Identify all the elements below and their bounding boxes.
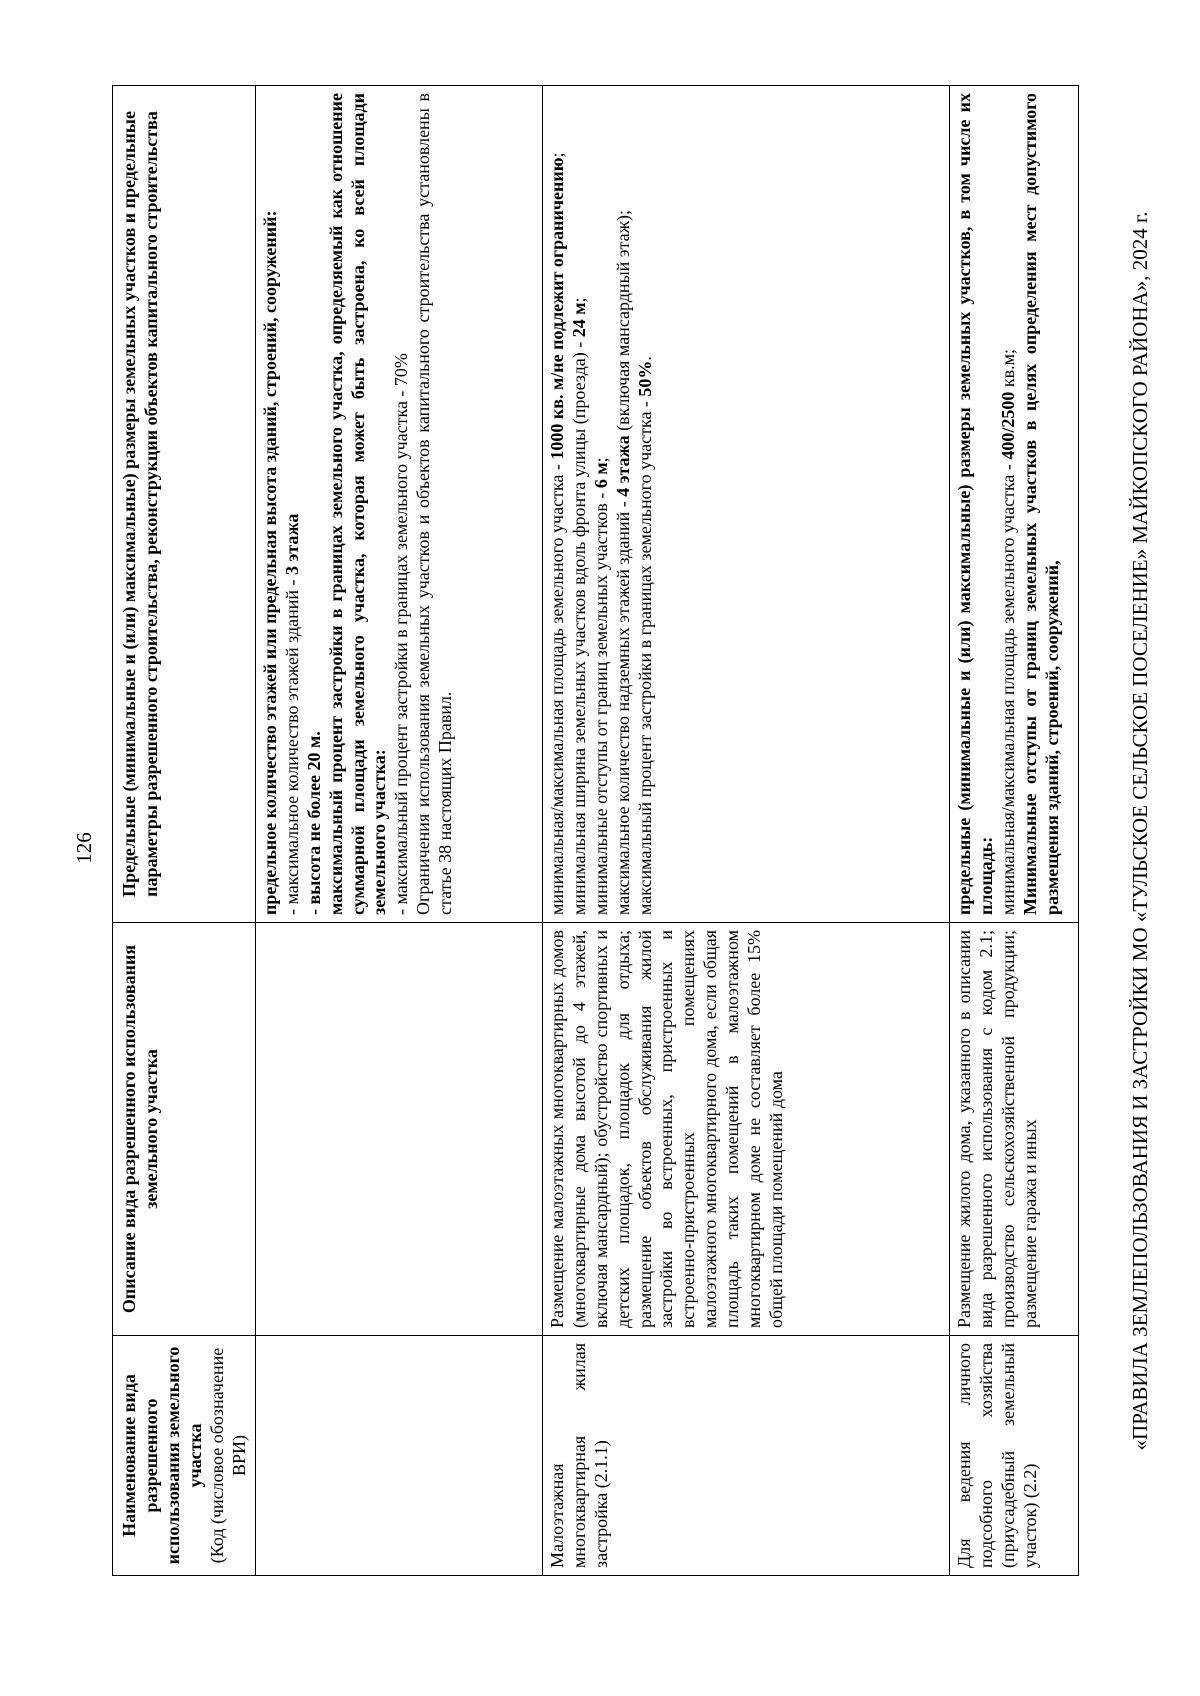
- row1-name-cell: [255, 1336, 542, 1576]
- row2-param-floors-end: (включая мансардный этаж);: [612, 209, 633, 436]
- table-row: [255, 86, 542, 1576]
- row3-desc-cell: Размещение жилого дома, указанного в описании вида разрешенного использования с кодом 2.1; производство сельскохозяйственной продукции; размещение гаража и иных: [949, 923, 1078, 1336]
- regulations-table: [112, 85, 1079, 1576]
- row3-param-size-heading: предельные (минимальные и (или) максимальные) размеры земельных участков, в том числе их площадь:: [953, 93, 996, 915]
- row2-param-coverage-end: .: [634, 356, 655, 361]
- row2-param-floors-value: 4 этажа: [612, 435, 633, 497]
- header-col-name: [113, 1336, 256, 1576]
- document-footer: «ПРАВИЛА ЗЕМЛЕПОЛЬЗОВАНИЯ И ЗАСТРОЙКИ МО «ТУЛЬСКОЕ СЕЛЬСКОЕ ПОСЕЛЕНИЕ» МАЙКОПСКОГО РАЙОНА», 2024 г.: [1128, 211, 1152, 1451]
- row1-param-coverage-value: - максимальный процент застройки в границах земельного участка - 70%: [391, 353, 412, 915]
- header-col-parameters: Предельные (минимальные и (или) максимальные) размеры земельных участков и предельные параметры разрешенного строительства, реконструкции объектов капитального строительства: [113, 86, 256, 923]
- row2-param-setback: [591, 93, 613, 915]
- row1-param-max-floors: [282, 93, 304, 915]
- row2-param-area-label: минимальная/максимальная площадь земельного участка -: [546, 459, 567, 915]
- header-col-name-code: (Код (числовое обозначение ВРИ): [206, 1347, 249, 1564]
- table-header-row: [113, 86, 256, 1576]
- row1-param-height: - высота не более 20 м.: [303, 731, 324, 915]
- header-col-name-title: Наименование вида разрешенного использования земельного участка: [119, 1346, 205, 1565]
- row2-param-setback-end: ;: [590, 457, 611, 463]
- row1-param-max-floors-label: - максимальное количество этажей зданий -: [281, 575, 302, 915]
- row3-params-cell: [949, 86, 1078, 923]
- row3-param-area-label: минимальная/максимальная площадь земельного участка -: [997, 459, 1018, 915]
- row1-param-floors-heading: предельное количество этажей или предельная высота зданий, строений, сооружений:: [259, 210, 280, 915]
- row2-param-area-value: 1000 кв. м/не подлежит ограничению: [546, 157, 567, 460]
- row1-params-cell: [255, 86, 542, 923]
- row2-param-floors-label: максимальное количество надземных этажей зданий -: [612, 496, 633, 915]
- row2-param-width: [569, 93, 591, 915]
- row2-param-width-value: 24 м: [568, 302, 589, 338]
- row1-param-coverage-heading: максимальный процент застройки в границах земельного участка, определяемый как отношение суммарной площади земельного участка, которая может быть застроена, ко всей площади земельного участка:: [325, 93, 390, 915]
- row3-name-cell: Для ведения личного подсобного хозяйства (приусадебный земельный участок) (2.2): [949, 1336, 1078, 1576]
- row2-desc-cell: Размещение малоэтажных многоквартирных домов (многоквартирные дома высотой до 4 этажей, включая мансардный); обустройство спортивных и детских площадок, площадок для отдыха; размещение объектов обслуживания жилой застройки во встроенных, пристроенных и встроенно-пристроенных помещениях малоэтажного многоквартирного дома, если общая площадь таких помещений в малоэтажном многоквартирном доме не составляет более 15% общей площади помещений дома: [542, 923, 949, 1336]
- row1-param-max-floors-value: 3 этажа: [281, 513, 302, 575]
- header-col-description: Описание вида разрешенного использования земельного участка: [113, 923, 256, 1336]
- row2-param-area: [547, 93, 569, 915]
- table-row: [542, 86, 949, 1576]
- row2-name-cell: Малоэтажная многоквартирная жилая застройка (2.1.1): [542, 1336, 949, 1576]
- row2-param-coverage: [635, 93, 657, 915]
- table-row: [949, 86, 1078, 1576]
- row1-param-restrictions: Ограничения использования земельных участков и объектов капитального строительства установлены в статье 38 настоящих Правил.: [413, 93, 456, 915]
- row2-param-setback-label: минимальные отступы от границ земельных участков -: [590, 488, 611, 915]
- row2-param-area-end: ;: [546, 152, 567, 158]
- row3-param-area: [998, 93, 1020, 915]
- row2-param-floors: [613, 93, 635, 915]
- row2-param-width-label: минимальная ширина земельных участков вдоль фронта улицы (проезда) -: [568, 337, 589, 915]
- row2-param-width-end: ;: [568, 297, 589, 303]
- row3-param-area-end: кв.м;: [997, 348, 1018, 392]
- row2-param-setback-value: 6 м: [590, 462, 611, 489]
- row3-param-setback-heading: Минимальные отступы от границ земельных участков в целях определения мест допустимого размещения зданий, строений, сооружений,: [1019, 93, 1062, 915]
- row2-param-coverage-label: максимальный процент застройки в границах земельного участка -: [634, 396, 655, 915]
- page-number: 126: [72, 832, 96, 864]
- row2-param-coverage-value: 50%: [634, 360, 655, 397]
- row2-params-cell: [542, 86, 949, 923]
- row3-param-area-value: 400/2500: [997, 391, 1018, 460]
- row1-desc-cell: [255, 923, 542, 1336]
